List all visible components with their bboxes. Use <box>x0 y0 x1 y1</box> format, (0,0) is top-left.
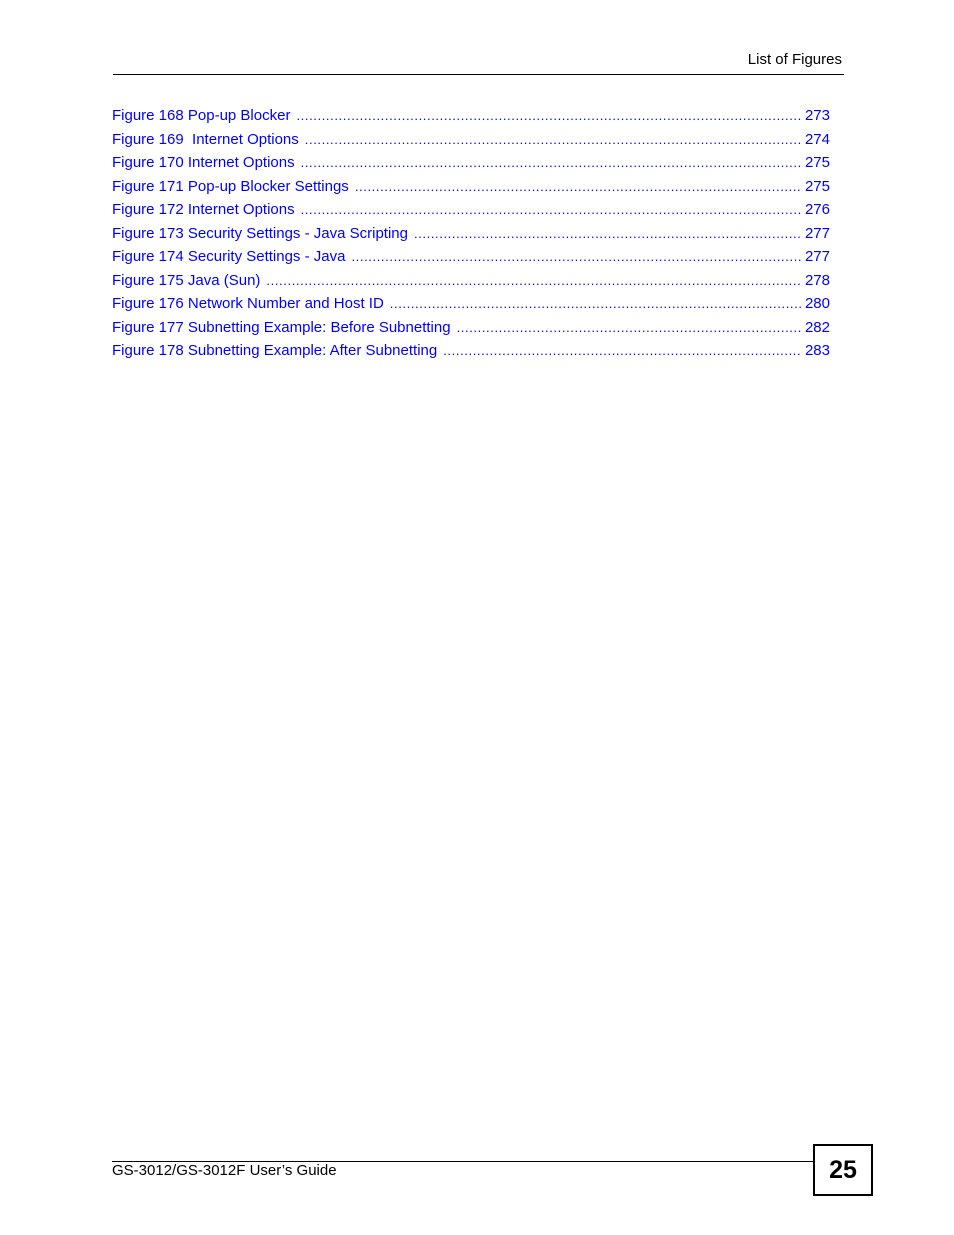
toc-entry-figure-170[interactable] <box>112 154 830 178</box>
toc-entry-label: Figure 172 Internet Options <box>112 201 295 218</box>
toc-entry-label: Figure 171 Pop-up Blocker Settings <box>112 177 349 195</box>
toc-entry-label: Figure 173 Security Settings - Java Scripting <box>112 224 408 242</box>
toc-entry-label: Figure 175 Java (Sun) <box>112 271 261 289</box>
toc-leader-dots <box>266 272 801 290</box>
toc-entry-label: Figure 169 Internet Options <box>112 130 299 148</box>
toc-entry-page: 273 <box>804 107 830 124</box>
toc-entry-label: Figure 177 Subnetting Example: Before Subnetting <box>112 318 451 336</box>
toc-leader-dots <box>301 201 801 219</box>
toc-entry-figure-174[interactable] <box>112 248 830 272</box>
toc-entry-label: Figure 178 Subnetting Example: After Subnetting <box>112 342 438 359</box>
toc-entry-figure-175[interactable] <box>112 272 830 296</box>
toc-entry-figure-169[interactable] <box>112 131 830 155</box>
toc-entry-label: Figure 170 Internet Options <box>112 154 295 171</box>
toc-entry-page: 277 <box>804 224 830 242</box>
toc-leader-dots <box>296 107 801 125</box>
toc-entry-label: Figure 176 Network Number and Host ID <box>112 295 384 312</box>
header-section-title: List of Figures <box>747 51 842 68</box>
toc-entry-figure-171[interactable] <box>112 178 830 202</box>
toc-entry-figure-178[interactable] <box>112 342 830 366</box>
toc-leader-dots <box>305 131 801 149</box>
toc-entry-figure-177[interactable] <box>112 319 830 343</box>
toc-entry-page: 280 <box>804 295 830 312</box>
toc-entry-figure-172[interactable] <box>112 201 830 225</box>
header-divider <box>113 74 844 75</box>
toc-entry-page: 278 <box>804 271 830 289</box>
footer-guide-title: GS-3012/GS-3012F User’s Guide <box>112 1162 337 1179</box>
toc-entry-page: 276 <box>804 201 830 218</box>
toc-leader-dots <box>443 342 801 360</box>
toc-entry-page: 277 <box>804 248 830 265</box>
list-of-figures <box>112 107 830 366</box>
toc-entry-label: Figure 168 Pop-up Blocker <box>112 107 291 124</box>
toc-entry-figure-168[interactable] <box>112 107 830 131</box>
toc-leader-dots <box>414 225 801 243</box>
toc-entry-label: Figure 174 Security Settings - Java <box>112 248 346 265</box>
toc-entry-page: 274 <box>804 130 830 148</box>
toc-leader-dots <box>301 154 801 172</box>
toc-entry-page: 275 <box>804 154 830 171</box>
toc-entry-figure-176[interactable] <box>112 295 830 319</box>
page-number-box <box>813 1144 873 1196</box>
toc-entry-page: 275 <box>804 177 830 195</box>
toc-leader-dots <box>457 319 801 337</box>
page-number: 25 <box>829 1155 857 1184</box>
toc-entry-page: 283 <box>804 342 830 359</box>
toc-entry-page: 282 <box>804 318 830 336</box>
toc-leader-dots <box>390 295 801 313</box>
toc-leader-dots <box>351 248 801 266</box>
toc-entry-figure-173[interactable] <box>112 225 830 249</box>
toc-leader-dots <box>355 178 801 196</box>
